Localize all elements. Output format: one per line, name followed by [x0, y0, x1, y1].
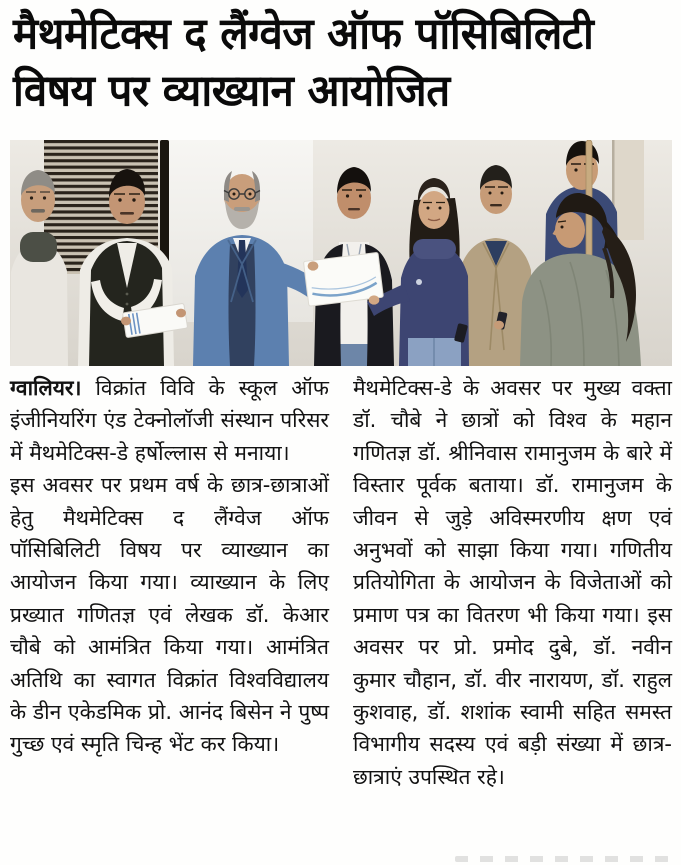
lead-paragraph: [10, 372, 329, 469]
dateline: ग्वालियर।: [10, 376, 82, 400]
third-paragraph: मैथमेटिक्स-डे के अवसर पर मुख्य वक्ता डॉ. चौबे ने छात्रों को विश्व के महान गणितज्ञ डॉ. श्रीनिवास रामानुजम के बारे में विस्तार पूर्वक बताया। डॉ. रामानुजम के जीवन से जुड़े अविस्मरणीय क्षण एवं अनुभवों को साझा किया गया। गणितीय प्रतियोगिता के आयोजन के विजेताओं को प्रमाण पत्र का वितरण भी किया गया। इस अवसर पर प्रो. प्रमोद दुबे, डॉ. नवीन कुमार चौहान, डॉ. वीर नारायण, डॉ. राहुल कुशवाह, डॉ. शशांक स्वामी सहित समस्त विभागीय सदस्य एवं बड़ी संख्या में छात्र-छात्राएं उपस्थित रहे।: [353, 376, 672, 789]
right-column: [353, 372, 672, 860]
left-column: [10, 372, 329, 860]
headline-line-1: मैथमेटिक्स द लैंग्वेज ऑफ पॉसिबिलिटी: [13, 8, 594, 60]
second-paragraph: इस अवसर पर प्रथम वर्ष के छात्र-छात्राओं हेतु मैथमेटिक्स द लैंग्वेज ऑफ पॉसिबिलिटी विषय पर व्याख्यान का आयोजन किया गया। व्याख्यान के लिए प्रख्यात गणितज्ञ एवं लेखक डॉ. केआर चौबे को आमंत्रित किया गया। आमंत्रित अतिथि का स्वागत विक्रांत विश्वविद्यालय के डीन एकेडमिक प्रो. आनंद बिसेन ने पुष्प गुच्छ एवं स्मृति चिन्ह भेंट कर किया।: [10, 473, 329, 757]
cutoff-print-fragment: [455, 856, 669, 862]
article-photo: [10, 140, 672, 366]
photo-illustration: [10, 140, 672, 366]
headline: [13, 4, 675, 118]
headline-line-2: विषय पर व्याख्यान आयोजित: [13, 65, 450, 117]
article-body: [10, 372, 672, 860]
lead-paragraph-text: विक्रांत विवि के स्कूल ऑफ इंजीनियरिंग एंड टेक्नोलॉजी संस्थान परिसर में मैथमेटिक्स-डे हर्षोल्लास से मनाया।: [10, 376, 329, 465]
